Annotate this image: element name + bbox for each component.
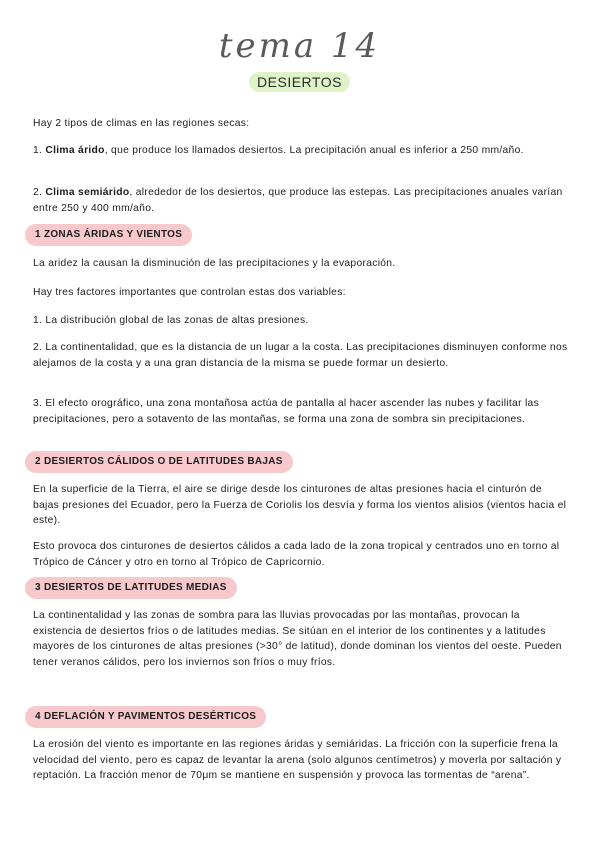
clima-semiarido-paragraph xyxy=(33,185,568,216)
s1-factor-2: 2. La continentalidad, que es la distancia de un lugar a la costa. Las precipitaciones disminuyen conforme nos alejamos de la costa y a una gran distancia de la misma se puede formar un desierto. xyxy=(33,342,568,369)
s1-paragraph-2: Hay tres factores importantes que controlan estas dos variables: xyxy=(33,287,346,298)
s4-paragraph-1: La erosión del viento es importante en las regiones áridas y semiáridas. La fricción con la superficie frena la velocidad del viento, pero es capaz de levantar la arena (solo algunos centímetros) y moverla por saltación y reptación. La fracción menor de 70μm se mantiene en suspensión y provoca las tormentas de “arena”. xyxy=(33,739,562,781)
subtitle-container xyxy=(0,72,599,92)
s1-factor-3: 3. El efecto orográfico, una zona montañosa actúa de pantalla al hacer ascender las nubes y facilitar las precipitaciones, pero a sotavento de las montañas, se forma una zona de sombra sin precipitaciones. xyxy=(33,398,540,425)
section-heading-latitudes-medias: 3 DESIERTOS DE LATITUDES MEDIAS xyxy=(25,577,237,599)
section-heading-zonas-aridas: 1 ZONAS ÁRIDAS Y VIENTOS xyxy=(25,224,192,246)
clima-arido-term: Clima árido xyxy=(45,145,105,156)
clima-arido-paragraph xyxy=(33,143,568,159)
s1-factor-1: 1. La distribución global de las zonas de altas presiones. xyxy=(33,315,309,326)
page-title: tema 14 xyxy=(218,26,381,66)
clima-arido-number: 1. xyxy=(33,145,46,156)
clima-semiarido-term: Clima semiárido xyxy=(45,187,130,198)
clima-semiarido-number: 2. xyxy=(33,187,46,198)
section-heading-desiertos-calidos: 2 DESIERTOS CÁLIDOS O DE LATITUDES BAJAS xyxy=(25,451,293,473)
clima-semiarido-text: , alrededor de los desiertos, que produce las estepas. Las precipitaciones anuales varían entre 250 y 400 mm/año. xyxy=(33,187,563,214)
section-heading-deflacion: 4 DEFLACIÓN Y PAVIMENTOS DESÉRTICOS xyxy=(25,706,266,728)
intro-paragraph: Hay 2 tipos de climas en las regiones secas: xyxy=(33,118,250,129)
page-subtitle: DESIERTOS xyxy=(249,72,350,92)
s2-paragraph-2: Esto provoca dos cinturones de desiertos cálidos a cada lado de la zona tropical y centrados uno en torno al Trópico de Cáncer y otro en torno al Trópico de Capricornio. xyxy=(33,541,560,568)
s1-paragraph-1: La aridez la causan la disminución de las precipitaciones y la evaporación. xyxy=(33,258,396,269)
s2-paragraph-1: En la superficie de la Tierra, el aire se dirige desde los cinturones de altas presiones hacia el cinturón de bajas presiones del Ecuador, pero la Fuerza de Coriolis los desvía y forma los vientos alisios (vientos hacia el este). xyxy=(33,484,567,526)
clima-arido-text: , que produce los llamados desiertos. La precipitación anual es inferior a 250 mm/año. xyxy=(104,145,524,156)
s3-paragraph-1: La continentalidad y las zonas de sombra para las lluvias provocadas por las montañas, provocan la existencia de desiertos fríos o de latitudes medias. Se sitúan en el interior de los continentes y a latitudes mayores de los cinturones de altas presiones (>30° de latitud), donde dominan los vientos del oeste. Pueden tener veranos cálidos, pero los inviernos son fríos o muy fríos. xyxy=(33,610,562,668)
